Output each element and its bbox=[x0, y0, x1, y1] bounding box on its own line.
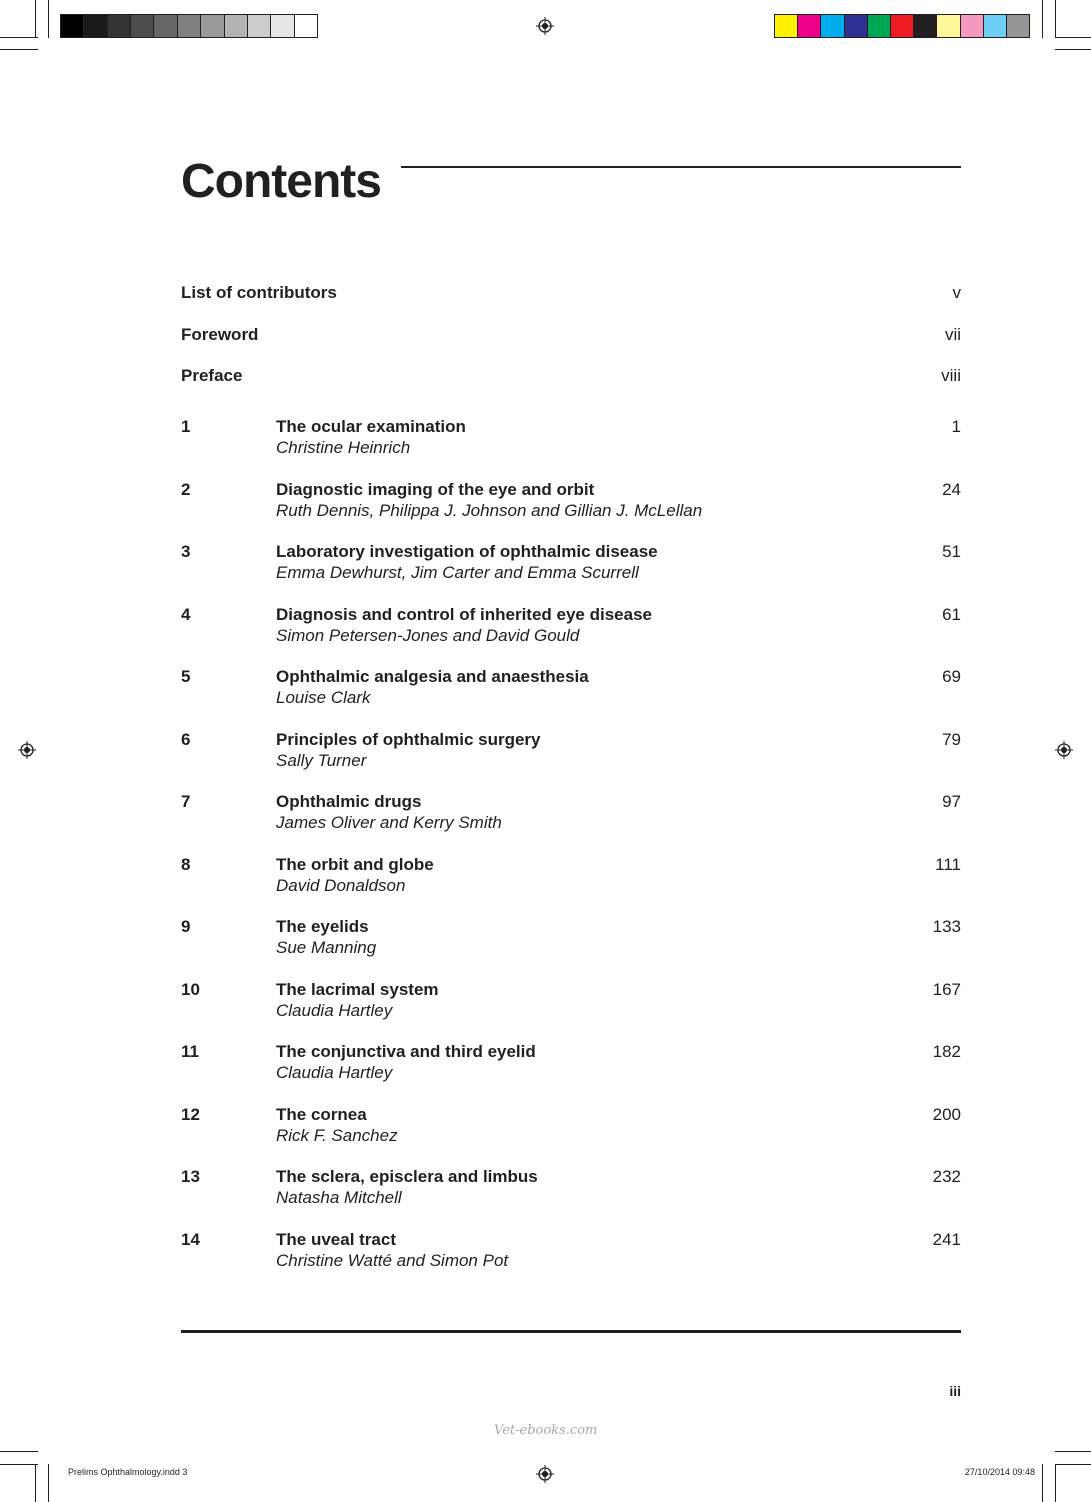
chapter-number: 12 bbox=[181, 1105, 200, 1124]
crop-mark-br-h2 bbox=[1055, 1464, 1091, 1465]
chapter-number: 10 bbox=[181, 980, 200, 999]
chapter-number: 1 bbox=[181, 417, 191, 436]
front-matter-page: viii bbox=[941, 366, 961, 385]
crop-mark-br-v2 bbox=[1055, 1464, 1056, 1502]
chapter-title: Ophthalmic analgesia and anaesthesia bbox=[276, 667, 589, 686]
chapter-number: 9 bbox=[181, 917, 191, 936]
page-title: Contents bbox=[181, 155, 381, 208]
chapter-page: 200 bbox=[932, 1105, 961, 1124]
chapter-authors: Sally Turner bbox=[276, 751, 367, 770]
front-matter-label: Foreword bbox=[181, 325, 259, 344]
chapter-page: 241 bbox=[932, 1230, 961, 1249]
chapter-page: 97 bbox=[942, 792, 961, 811]
chapter-page: 167 bbox=[932, 980, 961, 999]
chapter-page: 182 bbox=[932, 1042, 961, 1061]
crop-mark-tl-h2 bbox=[0, 49, 38, 50]
chapter-page: 111 bbox=[935, 855, 961, 874]
chapter-authors: Rick F. Sanchez bbox=[276, 1126, 398, 1145]
title-rule bbox=[401, 166, 961, 168]
color-swatch bbox=[83, 15, 106, 37]
chapter-authors: Claudia Hartley bbox=[276, 1063, 393, 1082]
chapter-number: 11 bbox=[181, 1042, 199, 1061]
chapter-number: 5 bbox=[181, 667, 191, 686]
chapter-title: Principles of ophthalmic surgery bbox=[276, 730, 541, 749]
color-swatch bbox=[797, 15, 820, 37]
color-swatch bbox=[200, 15, 223, 37]
chapter-number: 4 bbox=[181, 605, 191, 624]
color-swatch bbox=[61, 15, 83, 37]
chapter-number: 6 bbox=[181, 730, 191, 749]
front-matter-label: List of contributors bbox=[181, 283, 337, 302]
chapter-page: 24 bbox=[942, 480, 961, 499]
chapter-title: The ocular examination bbox=[276, 417, 466, 436]
color-swatch bbox=[153, 15, 176, 37]
chapter-title: The eyelids bbox=[276, 917, 369, 936]
chapter-authors: Christine Watté and Simon Pot bbox=[276, 1251, 509, 1270]
chapter-page: 61 bbox=[942, 605, 961, 624]
chapter-title: The cornea bbox=[276, 1105, 367, 1124]
color-swatch bbox=[890, 15, 913, 37]
chapter-title: The conjunctiva and third eyelid bbox=[276, 1042, 536, 1061]
chapter-authors: Louise Clark bbox=[276, 688, 371, 707]
front-matter-item[interactable] bbox=[181, 325, 961, 345]
color-swatch bbox=[936, 15, 959, 37]
crop-mark-br-v bbox=[1042, 1464, 1043, 1502]
chapter-title: The sclera, episclera and limbus bbox=[276, 1167, 538, 1186]
grayscale-color-bar bbox=[60, 14, 318, 38]
chapter-title: The uveal tract bbox=[276, 1230, 396, 1249]
chapter-page: 1 bbox=[951, 417, 961, 436]
chapter-title: The orbit and globe bbox=[276, 855, 434, 874]
chapter-authors: Christine Heinrich bbox=[276, 438, 411, 457]
chapter-authors: James Oliver and Kerry Smith bbox=[276, 813, 502, 832]
registration-mark-left-icon bbox=[18, 741, 36, 759]
color-swatch bbox=[177, 15, 200, 37]
chapter-title: Laboratory investigation of ophthalmic disease bbox=[276, 542, 658, 561]
chapter-page: 79 bbox=[942, 730, 961, 749]
crop-mark-tr-v2 bbox=[1055, 0, 1056, 38]
chapter-number: 3 bbox=[181, 542, 191, 561]
color-swatch bbox=[983, 15, 1006, 37]
color-swatch bbox=[775, 15, 797, 37]
chapter-page: 69 bbox=[942, 667, 961, 686]
chapter-number: 7 bbox=[181, 792, 191, 811]
crop-mark-tr-v bbox=[1042, 0, 1043, 38]
front-matter-page: v bbox=[952, 283, 961, 302]
chapter-title: Ophthalmic drugs bbox=[276, 792, 422, 811]
chapter-title: Diagnostic imaging of the eye and orbit bbox=[276, 480, 595, 499]
registration-mark-top-icon bbox=[536, 17, 554, 35]
crop-mark-tl-v bbox=[35, 0, 36, 38]
color-swatch bbox=[224, 15, 247, 37]
chapter-number: 2 bbox=[181, 480, 191, 499]
color-swatch bbox=[294, 15, 317, 37]
color-swatch bbox=[1006, 15, 1029, 37]
color-swatch bbox=[247, 15, 270, 37]
chapter-number: 8 bbox=[181, 855, 191, 874]
chapter-authors: Claudia Hartley bbox=[276, 1001, 393, 1020]
color-swatch bbox=[913, 15, 936, 37]
chapter-number: 13 bbox=[181, 1167, 200, 1186]
color-swatch bbox=[844, 15, 867, 37]
chapter-authors: David Donaldson bbox=[276, 876, 406, 895]
crop-mark-tl-h bbox=[0, 37, 38, 38]
crop-mark-bl-v bbox=[35, 1464, 36, 1502]
front-matter-label: Preface bbox=[181, 366, 243, 385]
front-matter-page: vii bbox=[944, 325, 961, 344]
chapter-authors: Sue Manning bbox=[276, 938, 377, 957]
slug-date: 27/10/2014 09:48 bbox=[964, 1467, 1035, 1477]
color-swatch bbox=[867, 15, 890, 37]
color-swatch bbox=[130, 15, 153, 37]
chapter-page: 51 bbox=[942, 542, 961, 561]
front-matter-item[interactable] bbox=[181, 283, 961, 303]
chapter-authors: Simon Petersen-Jones and David Gould bbox=[276, 626, 580, 645]
color-swatch bbox=[960, 15, 983, 37]
chapter-page: 133 bbox=[932, 917, 961, 936]
front-matter-item[interactable] bbox=[181, 366, 961, 386]
chapter-authors: Emma Dewhurst, Jim Carter and Emma Scurrell bbox=[276, 563, 639, 582]
chapter-authors: Ruth Dennis, Philippa J. Johnson and Gillian J. McLellan bbox=[276, 501, 703, 520]
color-swatch bbox=[820, 15, 843, 37]
chapter-page: 232 bbox=[932, 1167, 961, 1186]
slug-filename: Prelims Ophthalmology.indd 3 bbox=[68, 1467, 188, 1477]
chapter-number: 14 bbox=[181, 1230, 200, 1249]
registration-mark-right-icon bbox=[1055, 741, 1073, 759]
chapter-title: The lacrimal system bbox=[276, 980, 439, 999]
registration-mark-bottom-icon bbox=[536, 1465, 554, 1483]
crop-mark-br-h bbox=[1055, 1451, 1091, 1452]
page-folio: iii bbox=[949, 1383, 961, 1399]
crop-mark-bl-h bbox=[0, 1451, 38, 1452]
watermark-logo: Vet-ebooks.com bbox=[494, 1423, 598, 1438]
process-color-bar bbox=[774, 14, 1030, 38]
crop-mark-bl-h2 bbox=[0, 1464, 38, 1465]
crop-mark-tr-h2 bbox=[1055, 49, 1091, 50]
chapter-authors: Natasha Mitchell bbox=[276, 1188, 402, 1207]
chapter-title: Diagnosis and control of inherited eye disease bbox=[276, 605, 652, 624]
color-swatch bbox=[107, 15, 130, 37]
bottom-rule bbox=[181, 1330, 961, 1333]
crop-mark-tl-v2 bbox=[48, 0, 49, 38]
color-swatch bbox=[270, 15, 293, 37]
crop-mark-bl-v2 bbox=[48, 1464, 49, 1502]
crop-mark-tr-h bbox=[1055, 37, 1091, 38]
